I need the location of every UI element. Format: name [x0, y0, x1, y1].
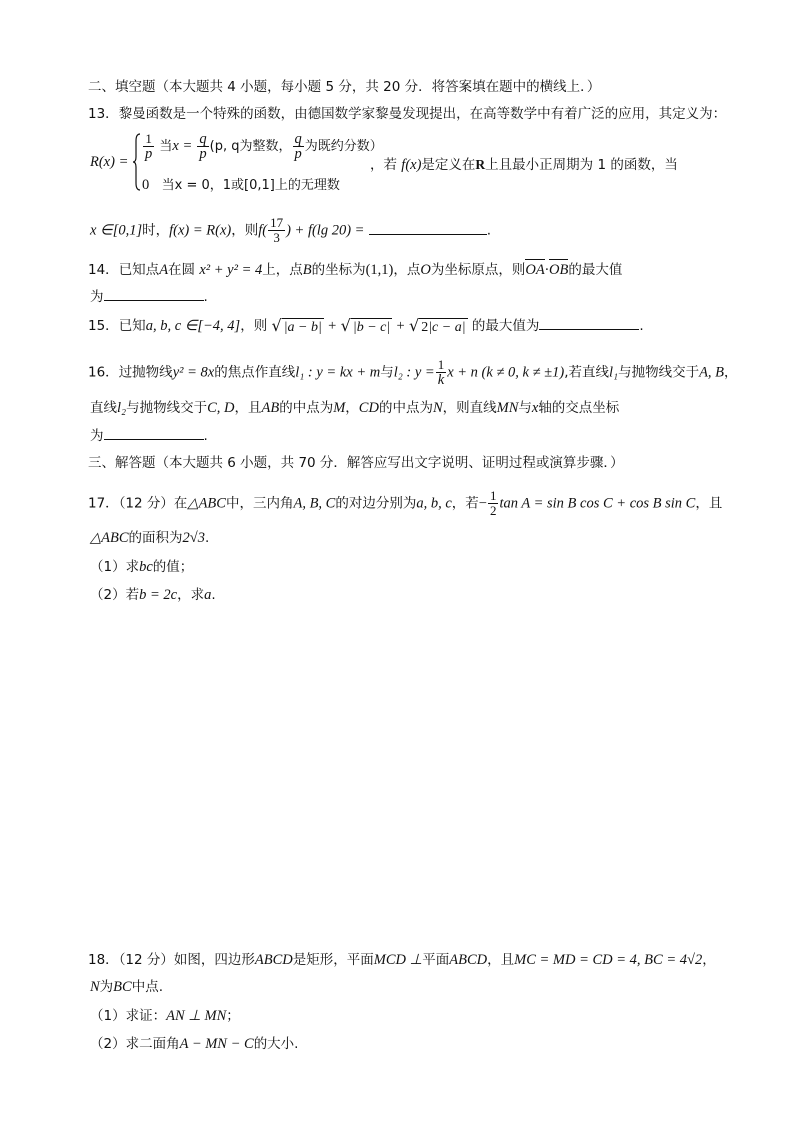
q16-fraction: $\frac{1}{k}$ — [437, 357, 445, 388]
q13-fraction: $\frac{17}{3}$ — [270, 215, 284, 245]
q13-line-2: x ∈[0,1]时，f(x) = R(x)，则f( $\frac{17}{3}$ ) + f(lg 20) = . — [90, 215, 492, 245]
q13-intro: 黎曼函数是一个特殊的函数，由德国数学家黎曼发现提出，在高等数学中有着广泛的应用，其定义为： — [118, 106, 727, 122]
q14-line-1: 14．已知点A在圆 x² + y² = 4上，点B的坐标为(1,1)，点O为坐标原点，则OA·OB的最大值 — [88, 262, 623, 278]
case1-note1: (p, q为整数， — [209, 139, 292, 154]
q16-line-3: 为 . — [90, 425, 208, 446]
case1-when: 当 — [159, 139, 173, 154]
q13-mid-text: ，若 f(x)是定义在R上且最小正周期为 1 的函数，当 — [370, 157, 678, 173]
q13-answer-blank[interactable] — [369, 220, 487, 235]
case2-condition: 当x = 0，1或[0,1]上的无理数 — [161, 178, 340, 193]
q16-answer-blank[interactable] — [104, 425, 204, 440]
q16-line-1: 16．过抛物线y² = 8x的焦点作直线l₁ : y = kx + m与l₂ : y = $\frac{1}{k}$ x + n (k ≠ 0, k ≠ ±1),若直线l₁与抛物线交于A, B， — [88, 357, 738, 388]
case1-note2: 为既约分数） — [304, 139, 383, 154]
case1-frac: $\frac{q}{p}$ — [199, 131, 207, 162]
section-3-header: 三、解答题（本大题共 6 小题，共 70 分．解答应写出文字说明、证明过程或演算步骤．） — [88, 455, 624, 471]
vector-oa: OA — [525, 262, 545, 278]
q13-lhs — [90, 152, 128, 172]
q13-number: 13． — [88, 106, 119, 122]
q15-line: 15．已知a, b, c ∈[−4, 4]，则 √ |a − b| + √ |b − c| + √ 2|c − a| 的最大值为 . — [88, 315, 644, 335]
section-2-header: 二、填空题（本大题共 4 小题，每小题 5 分，共 20 分．将答案填在题中的横线上．） — [88, 79, 601, 95]
q15-answer-blank[interactable] — [539, 315, 639, 330]
q14-answer-blank[interactable] — [104, 286, 204, 301]
q18-line-1: 18．（12 分）如图，四边形ABCD是矩形，平面MCD ⊥平面ABCD，且MC = MD = CD = 4, BC = 4√2， — [88, 952, 716, 968]
sqrt-2: √ |b − c| — [340, 315, 391, 335]
case1-x: x = — [172, 138, 193, 154]
piecewise-case-1 — [142, 132, 383, 161]
case1-value: $\frac{1}{p}$ — [145, 131, 153, 162]
q13-intro-line — [88, 104, 726, 124]
vector-ob: OB — [549, 262, 569, 278]
riemann-function-label: R(x) = — [90, 154, 129, 170]
q17-part-1: （1）求bc的值； — [90, 559, 194, 575]
piecewise-brace — [133, 133, 141, 191]
q14-line-2: 为 . — [90, 286, 208, 307]
q18-part-2: （2）求二面角A − MN − C的大小. — [90, 1036, 299, 1052]
case1-frac2: $\frac{q}{p}$ — [294, 131, 302, 162]
sqrt-3: √ 2|c − a| — [408, 315, 466, 335]
q18-line-2: N为BC中点. — [90, 979, 163, 995]
q17-part-2: （2）若b = 2c，求a. — [90, 587, 216, 603]
case2-value: 0 — [142, 177, 150, 193]
q17-line-1: 17．（12 分）在△ABC中，三内角A, B, C的对边分别为a, b, c，若− $\frac{1}{2}$ tan A = sin B cos C + cos B sin C，且 — [88, 488, 723, 518]
sqrt-1: √ |a − b| — [271, 315, 322, 335]
q16-line-2: 直线l₂与抛物线交于C, D，且AB的中点为M，CD的中点为N，则直线MN与x轴的交点坐标 — [90, 400, 620, 416]
q17-line-2: △ABC的面积为2√3. — [90, 530, 210, 546]
q17-half: $\frac{1}{2}$ — [489, 488, 497, 518]
q18-part-1: （1）求证：AN ⊥ MN； — [90, 1008, 240, 1024]
piecewise-case-2 — [142, 176, 340, 195]
